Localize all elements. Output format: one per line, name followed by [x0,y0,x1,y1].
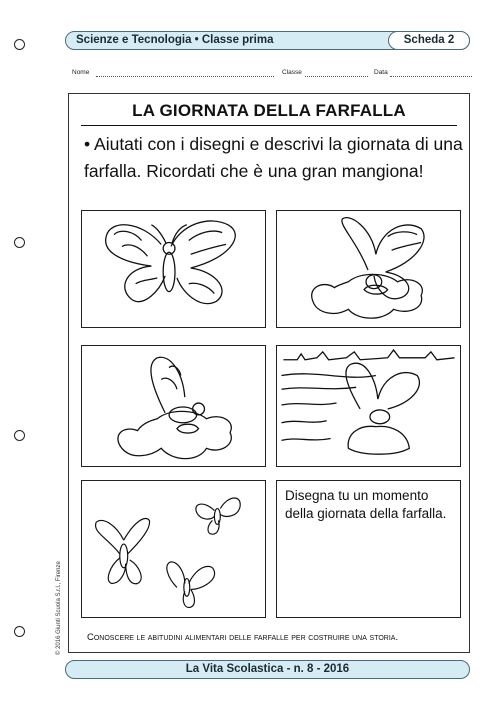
panel-butterfly-eating [81,345,266,467]
header-bar [65,31,470,50]
learning-objective: Conoscere le abitudini alimentari delle farfalle per costruire una storia. [87,632,399,643]
panel-butterfly-by-stream [276,345,461,467]
date-field[interactable] [390,69,472,77]
butterfly-flying-illustration [82,211,265,327]
binder-hole [14,430,25,441]
subject-label: Scienze e Tecnologia • Classe prima [76,34,274,46]
date-label: Data [374,69,388,76]
three-butterflies-illustration [82,481,265,617]
panel-butterfly-landing [276,210,461,328]
name-field[interactable] [96,69,274,77]
class-field[interactable] [305,69,368,77]
drawing-prompt: Disegna tu un momento della giornata della farfalla. [285,488,447,521]
title-underline [81,125,457,126]
sheet-number: Scheda 2 [388,31,470,50]
student-fields [72,69,472,81]
class-label: Classe [282,69,302,76]
panel-three-butterflies [81,480,266,618]
issue-footer: La Vita Scolastica - n. 8 - 2016 [65,660,470,679]
copyright-notice: © 2016 Giunti Scuola S.r.l., Firenze [56,561,62,655]
instruction-text: • Aiutati con i disegni e descrivi la giornata di una farfalla. Ricordati che è una gran mangiona! [84,134,463,181]
worksheet-title: LA GIORNATA DELLA FARFALLA [132,101,406,120]
panel-flying-butterfly [81,210,266,328]
name-label: Nome [72,69,90,76]
panel-drawing-space[interactable] [276,480,461,618]
binder-hole [14,39,25,50]
butterfly-eating-illustration [82,346,265,466]
butterfly-landing-illustration [277,211,460,327]
butterfly-stream-illustration [277,346,460,466]
worksheet-frame [68,93,470,653]
binder-hole [14,237,25,248]
binder-hole [14,626,25,637]
